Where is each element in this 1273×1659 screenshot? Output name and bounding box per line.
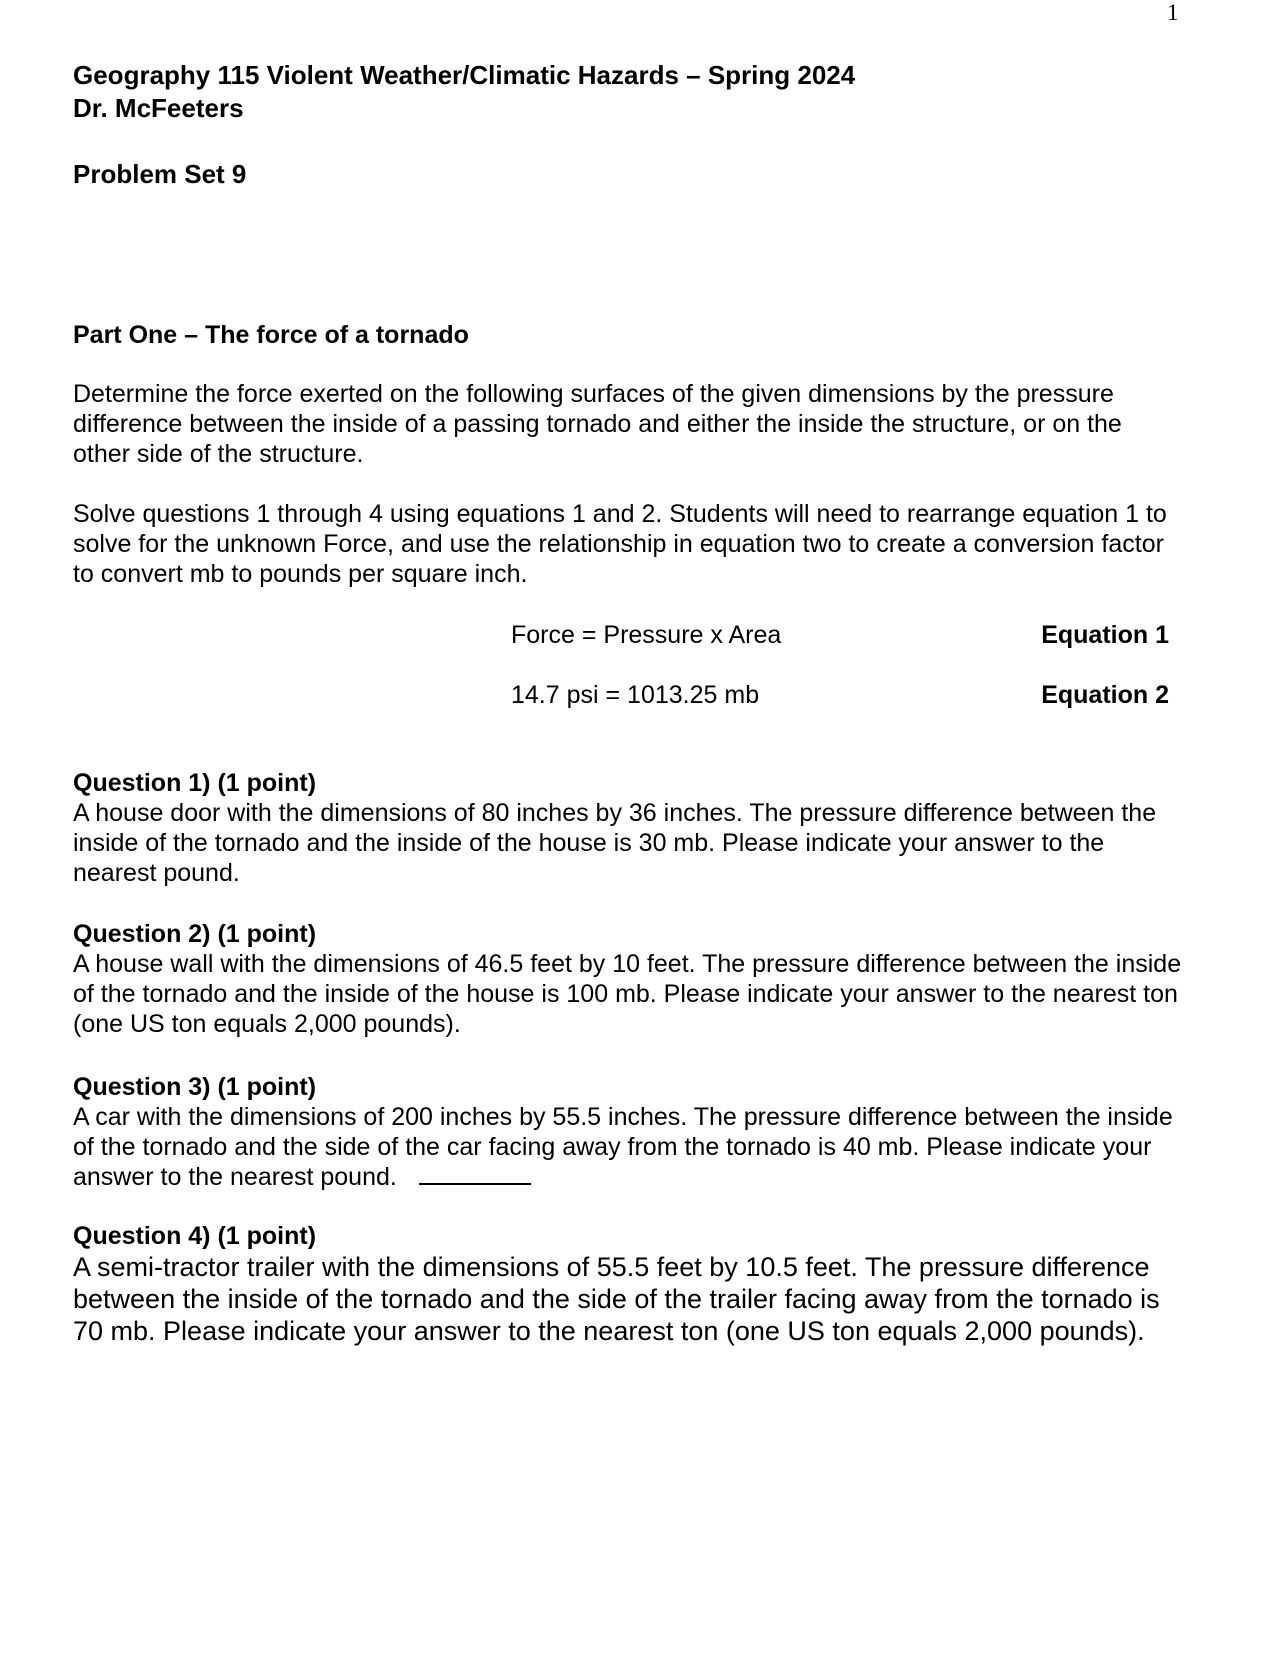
question-3 <box>73 1072 1183 1192</box>
page-number: 1 <box>1167 0 1179 25</box>
intro-paragraph: Determine the force exerted on the following surfaces of the given dimensions by the pressure difference between the inside of a passing tornado and either the inside the structure, or on the other side of the structure. <box>73 380 1122 468</box>
question-body: A semi-tractor trailer with the dimensions of 55.5 feet by 10.5 feet. The pressure difference between the inside of the tornado and the side of the trailer facing away from the tornado is 70 mb. Please indicate your answer to the nearest ton (one US ton equals 2,000 pounds). <box>73 1252 1160 1346</box>
question-title: Question 3) (1 point) <box>73 1073 317 1101</box>
instructions-paragraph: Solve questions 1 through 4 using equations 1 and 2. Students will need to rearrange equation 1 to solve for the unknown Force, and use the relationship in equation two to create a conversion factor to convert mb to pounds per square inch. <box>73 500 1167 588</box>
instructor-name: Dr. McFeeters <box>73 93 244 123</box>
course-title: Geography 115 Violent Weather/Climatic Hazards – Spring 2024 <box>73 60 856 90</box>
document-header <box>73 59 855 125</box>
question-4 <box>73 1221 1183 1347</box>
answer-blank[interactable] <box>419 1163 531 1185</box>
question-body: A car with the dimensions of 200 inches by 55.5 inches. The pressure difference between the inside of the tornado and the side of the car facing away from the tornado is 40 mb. Please indicate your answer to the nearest pound. <box>73 1103 1173 1191</box>
question-title: Question 1) (1 point) <box>73 769 317 797</box>
equation-text: 14.7 psi = 1013.25 mb <box>511 681 760 709</box>
equation-label: Equation 2 <box>1041 681 1169 709</box>
question-1 <box>73 768 1183 888</box>
question-body: A house door with the dimensions of 80 inches by 36 inches. The pressure difference between the inside of the tornado and the inside of the house is 30 mb. Please indicate your answer to the nearest pound. <box>73 799 1157 887</box>
question-body: A house wall with the dimensions of 46.5 feet by 10 feet. The pressure difference between the inside of the tornado and the inside of the house is 100 mb. Please indicate your answer to the nearest ton (one US ton equals 2,000 pounds). <box>73 950 1182 1038</box>
question-title: Question 2) (1 point) <box>73 920 317 948</box>
question-title: Question 4) (1 point) <box>73 1222 317 1250</box>
equation-text: Force = Pressure x Area <box>511 621 782 649</box>
question-2 <box>73 919 1183 1039</box>
equation-label: Equation 1 <box>1041 621 1169 649</box>
part-one-heading: Part One – The force of a tornado <box>73 321 469 349</box>
problem-set-title: Problem Set 9 <box>73 159 247 189</box>
